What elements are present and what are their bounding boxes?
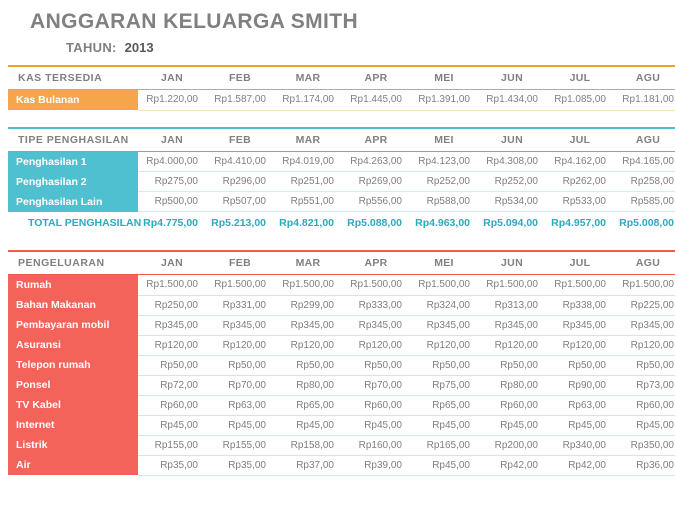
cell-value[interactable]: Rp50,00 [138,355,206,375]
row-label: Asuransi [8,335,138,355]
cell-value[interactable]: Rp200,00 [478,435,546,455]
cell-value[interactable]: Rp65,00 [274,395,342,415]
month-header-mei: MEI [434,133,454,146]
cell-value[interactable]: Rp533,00 [546,192,614,212]
year-label: TAHUN: [66,40,117,55]
cell-value[interactable]: Rp60,00 [342,395,410,415]
row-label: Rumah [8,275,138,296]
cell-value[interactable]: Rp1.500,00 [546,275,614,296]
cell-value[interactable]: Rp63,00 [206,395,274,415]
cell-value[interactable]: Rp258,00 [614,172,675,192]
cell-value[interactable]: Rp345,00 [546,315,614,335]
cell-value[interactable]: Rp507,00 [206,192,274,212]
cell-value[interactable]: Rp250,00 [138,295,206,315]
cell-value[interactable]: Rp63,00 [546,395,614,415]
cell-value[interactable]: Rp1.174,00 [274,90,342,111]
cell-value[interactable]: Rp534,00 [478,192,546,212]
cell-value[interactable]: Rp299,00 [274,295,342,315]
month-header-jun: JUN [501,257,523,269]
cell-value[interactable]: Rp4.165,00 [614,151,675,172]
cell-value[interactable]: Rp50,00 [274,355,342,375]
total-value: Rp4.775,00 [143,217,198,229]
month-header-jan: JAN [161,257,183,269]
cell-value[interactable]: Rp60,00 [138,395,206,415]
row-label: TV Kabel [8,395,138,415]
month-header-jan: JAN [161,133,183,146]
cell-value[interactable]: Rp45,00 [614,415,675,435]
table-row [8,335,675,355]
month-header-jul: JUL [569,133,591,146]
cell-value[interactable]: Rp75,00 [410,375,478,395]
year-value[interactable]: 2013 [124,40,154,55]
cell-value[interactable]: Rp160,00 [342,435,410,455]
income-table [8,127,675,235]
section-expenses [8,250,674,476]
expense-section-title: PENGELUARAN [18,257,105,269]
cell-value[interactable]: Rp1.500,00 [614,275,675,296]
table-row [8,172,675,192]
month-header-feb: FEB [229,133,251,146]
cell-value[interactable]: Rp120,00 [614,335,675,355]
cell-value[interactable]: Rp345,00 [410,315,478,335]
cash-header-row [8,66,675,90]
cell-value[interactable]: Rp90,00 [546,375,614,395]
month-header-jun: JUN [501,133,523,146]
cell-value[interactable]: Rp4.123,00 [410,151,478,172]
cell-value[interactable]: Rp50,00 [410,355,478,375]
cell-value[interactable]: Rp324,00 [410,295,478,315]
cell-value[interactable]: Rp275,00 [138,172,206,192]
cell-value[interactable]: Rp35,00 [206,455,274,475]
cell-value[interactable]: Rp296,00 [206,172,274,192]
cell-value[interactable]: Rp4.162,00 [546,151,614,172]
cell-value[interactable]: Rp45,00 [546,415,614,435]
cell-value[interactable]: Rp45,00 [478,415,546,435]
table-row [8,295,675,315]
cell-value[interactable]: Rp35,00 [138,455,206,475]
cell-value[interactable]: Rp70,00 [342,375,410,395]
row-label: Internet [8,415,138,435]
cell-value[interactable]: Rp1.085,00 [546,90,614,111]
cell-value[interactable]: Rp1.391,00 [410,90,478,111]
cell-value[interactable]: Rp1.445,00 [342,90,410,111]
cell-value[interactable]: Rp556,00 [342,192,410,212]
cell-value[interactable]: Rp45,00 [410,455,478,475]
cell-value[interactable]: Rp345,00 [614,315,675,335]
cash-section-title: KAS TERSEDIA [18,72,103,84]
total-value: Rp5.094,00 [483,217,538,229]
cell-value[interactable]: Rp50,00 [342,355,410,375]
row-label: Bahan Makanan [8,295,138,315]
table-row [8,395,675,415]
total-row [8,212,675,235]
cell-value[interactable]: Rp39,00 [342,455,410,475]
cell-value[interactable]: Rp155,00 [206,435,274,455]
cell-value[interactable]: Rp73,00 [614,375,675,395]
table-row [8,435,675,455]
total-value: Rp5.008,00 [619,217,674,229]
section-income [8,127,674,235]
month-header-jun: JUN [501,72,523,84]
cell-value[interactable]: Rp50,00 [546,355,614,375]
total-value: Rp4.821,00 [279,217,334,229]
cell-value[interactable]: Rp1.500,00 [410,275,478,296]
month-header-mar: MAR [295,133,321,146]
cell-value[interactable]: Rp120,00 [206,335,274,355]
cell-value[interactable]: Rp1.500,00 [274,275,342,296]
cell-value[interactable]: Rp1.500,00 [138,275,206,296]
month-header-apr: APR [364,257,388,269]
page-title: ANGGARAN KELUARGA SMITH [30,10,359,33]
cell-value[interactable]: Rp155,00 [138,435,206,455]
cell-value[interactable]: Rp42,00 [478,455,546,475]
cell-value[interactable]: Rp313,00 [478,295,546,315]
cell-value[interactable]: Rp331,00 [206,295,274,315]
cell-value[interactable]: Rp1.500,00 [206,275,274,296]
row-label: Penghasilan 1 [8,151,138,172]
total-value: Rp5.088,00 [347,217,402,229]
cell-value[interactable]: Rp45,00 [206,415,274,435]
cell-value[interactable]: Rp45,00 [342,415,410,435]
cell-value[interactable]: Rp333,00 [342,295,410,315]
month-header-jan: JAN [161,72,183,84]
section-cash-available [8,65,674,111]
cell-value[interactable]: Rp42,00 [546,455,614,475]
cell-value[interactable]: Rp60,00 [478,395,546,415]
cell-value[interactable]: Rp36,00 [614,455,675,475]
cell-value[interactable]: Rp252,00 [410,172,478,192]
month-header-feb: FEB [229,257,251,269]
row-label: Ponsel [8,375,138,395]
section-spacer [8,115,667,127]
cell-value[interactable]: Rp500,00 [138,192,206,212]
cell-value[interactable]: Rp65,00 [410,395,478,415]
row-label: Penghasilan Lain [8,192,138,212]
row-label: Listrik [8,435,138,455]
cell-value[interactable]: Rp50,00 [478,355,546,375]
month-header-mei: MEI [434,257,454,269]
cell-value[interactable]: Rp4.000,00 [138,151,206,172]
cell-value[interactable]: Rp338,00 [546,295,614,315]
cell-value[interactable]: Rp585,00 [614,192,675,212]
month-header-jul: JUL [569,72,591,84]
cell-value[interactable]: Rp50,00 [206,355,274,375]
cell-value[interactable]: Rp1.500,00 [342,275,410,296]
table-row [8,375,675,395]
row-label: Kas Bulanan [8,90,138,111]
cell-value[interactable]: Rp340,00 [546,435,614,455]
cell-value[interactable]: Rp551,00 [274,192,342,212]
table-row [8,192,675,212]
cell-value[interactable]: Rp50,00 [614,355,675,375]
cell-value[interactable]: Rp345,00 [206,315,274,335]
cell-value[interactable]: Rp588,00 [410,192,478,212]
cell-value[interactable]: Rp158,00 [274,435,342,455]
table-row [8,315,675,335]
cell-value[interactable]: Rp70,00 [206,375,274,395]
cell-value[interactable]: Rp4.308,00 [478,151,546,172]
table-row [8,90,675,111]
table-row [8,275,675,296]
total-value: Rp4.957,00 [551,217,606,229]
cell-value[interactable]: Rp1.220,00 [138,90,206,111]
expense-header-row [8,251,675,275]
cell-value[interactable]: Rp225,00 [614,295,675,315]
cell-value[interactable]: Rp37,00 [274,455,342,475]
cell-value[interactable]: Rp120,00 [478,335,546,355]
cell-value[interactable]: Rp80,00 [274,375,342,395]
row-label: Penghasilan 2 [8,172,138,192]
cell-value[interactable]: Rp45,00 [138,415,206,435]
cell-value[interactable]: Rp45,00 [410,415,478,435]
cell-value[interactable]: Rp262,00 [546,172,614,192]
cell-value[interactable]: Rp1.181,00 [614,90,675,111]
section-spacer [8,238,667,250]
total-value: Rp5.213,00 [211,217,266,229]
cell-value[interactable]: Rp269,00 [342,172,410,192]
month-header-jul: JUL [569,257,591,269]
year-row [8,36,667,65]
row-label: Pembayaran mobil [8,315,138,335]
table-row [8,151,675,172]
cell-value[interactable]: Rp345,00 [342,315,410,335]
cell-value[interactable]: Rp72,00 [138,375,206,395]
month-header-apr: APR [364,72,388,84]
cell-value[interactable]: Rp345,00 [274,315,342,335]
month-header-apr: APR [364,133,388,146]
cell-value[interactable]: Rp252,00 [478,172,546,192]
total-value: Rp4.963,00 [415,217,470,229]
cell-value[interactable]: Rp1.500,00 [478,275,546,296]
row-label: Telepon rumah [8,355,138,375]
cell-value[interactable]: Rp1.587,00 [206,90,274,111]
month-header-agu: AGU [635,133,661,146]
cell-value[interactable]: Rp60,00 [614,395,675,415]
cell-value[interactable]: Rp251,00 [274,172,342,192]
cell-value[interactable]: Rp80,00 [478,375,546,395]
cell-value[interactable]: Rp120,00 [138,335,206,355]
cell-value[interactable]: Rp120,00 [342,335,410,355]
row-label: Air [8,455,138,475]
month-header-mar: MAR [295,72,321,84]
cash-table [8,65,675,111]
cell-value[interactable]: Rp45,00 [274,415,342,435]
income-header-row [8,128,675,152]
cell-value[interactable]: Rp120,00 [410,335,478,355]
month-header-agu: AGU [635,72,661,84]
cell-value[interactable]: Rp345,00 [138,315,206,335]
table-row [8,415,675,435]
table-row [8,355,675,375]
cell-value[interactable]: Rp4.019,00 [274,151,342,172]
cell-value[interactable]: Rp165,00 [410,435,478,455]
income-section-title: TIPE PENGHASILAN [18,133,129,146]
total-income-label: TOTAL PENGHASILAN [28,216,142,229]
cell-value[interactable]: Rp350,00 [614,435,675,455]
table-row [8,455,675,475]
cell-value[interactable]: Rp1.434,00 [478,90,546,111]
cell-value[interactable]: Rp120,00 [546,335,614,355]
month-header-mar: MAR [295,257,321,269]
cell-value[interactable]: Rp4.263,00 [342,151,410,172]
month-header-mei: MEI [434,72,454,84]
month-header-feb: FEB [229,72,251,84]
cell-value[interactable]: Rp345,00 [478,315,546,335]
cell-value[interactable]: Rp120,00 [274,335,342,355]
month-header-agu: AGU [635,257,661,269]
expense-table [8,250,675,476]
cell-value[interactable]: Rp4.410,00 [206,151,274,172]
